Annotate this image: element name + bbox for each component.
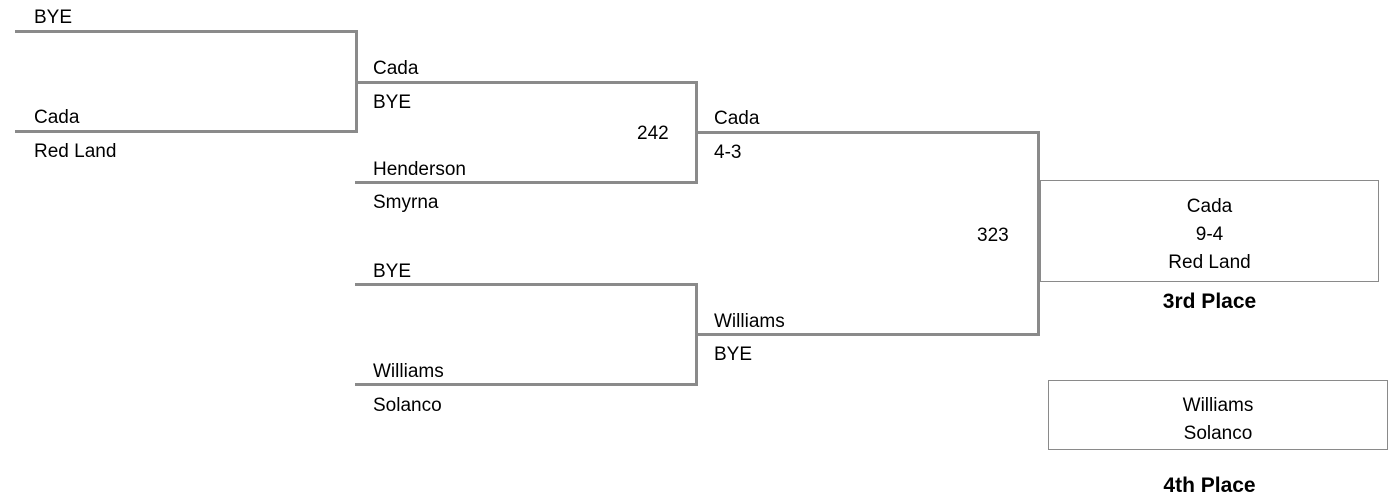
bracket-line: [695, 131, 1040, 134]
entrant-name: Cada: [714, 108, 760, 129]
entrant-result: 4-3: [714, 142, 742, 163]
bracket-line: [15, 30, 358, 33]
entrant-team: Smyrna: [373, 192, 439, 213]
bout-number: 242: [637, 123, 669, 144]
third-place-label: 3rd Place: [1162, 290, 1257, 313]
bracket-line: [695, 333, 1040, 336]
placer-name: Cada: [1186, 196, 1233, 217]
placer-name: Williams: [1182, 395, 1254, 416]
bracket-line: [355, 181, 698, 184]
placer-result: 9-4: [1195, 224, 1224, 245]
entrant-team: Solanco: [373, 395, 442, 416]
bracket-line: [355, 383, 698, 386]
third-place-box: [1040, 180, 1379, 282]
entrant-name: Cada: [34, 107, 80, 128]
bout-number: 323: [977, 225, 1009, 246]
entrant-result: BYE: [714, 344, 753, 365]
entrant-name: Williams: [714, 311, 785, 332]
entrant-name: Henderson: [373, 159, 466, 180]
placer-team: Red Land: [1168, 252, 1251, 273]
bracket-line: [15, 130, 358, 133]
entrant-name: Williams: [373, 361, 444, 382]
entrant-name: Cada: [373, 58, 419, 79]
fourth-place-box: [1048, 380, 1388, 450]
entrant-team: Red Land: [34, 141, 117, 162]
entrant-name: BYE: [34, 7, 73, 28]
fourth-place-label: 4th Place: [1163, 474, 1256, 497]
bracket-line: [355, 283, 698, 286]
placer-team: Solanco: [1183, 423, 1253, 444]
entrant-result: BYE: [373, 92, 412, 113]
bracket-line: [355, 81, 698, 84]
entrant-name: BYE: [373, 261, 412, 282]
